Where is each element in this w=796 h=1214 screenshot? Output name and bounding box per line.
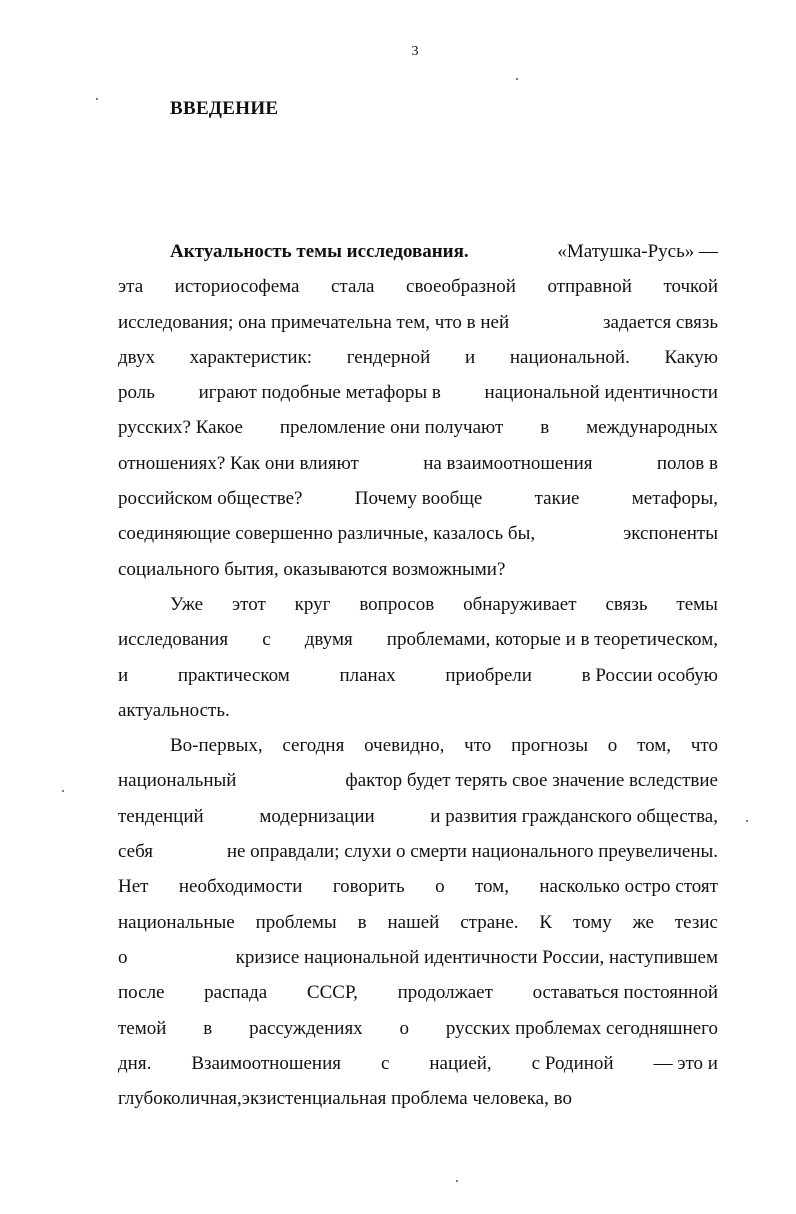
text-segment: экзистенциальная проблема человека, во: [241, 1088, 572, 1110]
text-segment: том,: [637, 735, 672, 757]
text-line: [118, 516, 718, 551]
text-segment: с: [262, 629, 271, 651]
text-segment: эта: [118, 276, 144, 298]
text-line: [118, 481, 718, 516]
text-segment: том,: [474, 876, 509, 898]
scan-speck: [516, 78, 518, 80]
text-segment: актуальность.: [118, 699, 230, 721]
text-segment: Взаимоотношения: [191, 1052, 341, 1074]
text-segment: связь: [605, 593, 648, 615]
text-segment: о: [118, 946, 128, 968]
text-segment: К: [539, 911, 553, 933]
text-segment: социального бытия, оказываются возможными?: [118, 558, 506, 580]
text-segment: национальные: [118, 911, 235, 933]
text-segment: задается связь: [603, 311, 718, 333]
text-segment: о: [607, 735, 618, 757]
scan-speck: [96, 98, 98, 100]
text-segment: такие: [534, 488, 580, 510]
text-segment: нацией,: [429, 1052, 492, 1074]
text-segment: насколько остро стоят: [539, 876, 718, 898]
text-segment: распада: [204, 982, 268, 1004]
page-number: 3: [411, 44, 419, 59]
text-line: [118, 728, 718, 763]
text-segment: о: [399, 1017, 410, 1039]
text-line: [118, 693, 718, 728]
text-line: [118, 375, 718, 410]
text-segment: соединяющие совершенно различные, казалось бы,: [118, 523, 536, 545]
paragraph: [118, 728, 718, 1116]
text-segment: тенденций: [118, 805, 204, 827]
text-segment: Почему вообще: [354, 488, 483, 510]
text-segment: в: [203, 1017, 213, 1039]
text-segment: дня.: [118, 1052, 152, 1074]
text-segment: в: [357, 911, 367, 933]
text-line: [118, 234, 718, 269]
text-segment: национальной идентичности: [484, 382, 718, 404]
text-segment: планах: [339, 664, 396, 686]
text-segment: гендерной: [346, 346, 431, 368]
text-line: [118, 905, 718, 940]
text-segment: рассуждениях: [249, 1017, 363, 1039]
text-segment: национальный: [118, 770, 237, 792]
text-segment: — это и: [653, 1052, 718, 1074]
text-segment: играют подобные метафоры в: [198, 382, 441, 404]
text-segment: характеристик:: [189, 346, 313, 368]
section-heading: ВВЕДЕНИЕ: [170, 98, 279, 119]
text-segment: СССР,: [306, 982, 358, 1004]
text-segment: этот: [231, 593, 266, 615]
text-segment: в: [540, 417, 550, 439]
text-segment: Нет: [118, 876, 149, 898]
text-segment: очевидно,: [364, 735, 445, 757]
text-segment: точкой: [663, 276, 718, 298]
text-segment: русских? Какое: [118, 417, 243, 439]
text-segment: историософема: [174, 276, 300, 298]
text-line: [118, 763, 718, 798]
text-line: [118, 305, 718, 340]
paragraph: [118, 234, 718, 587]
text-segment: необходимости: [178, 876, 303, 898]
text-segment: национальной.: [509, 346, 630, 368]
text-segment: прогнозы: [511, 735, 588, 757]
text-line: [118, 869, 718, 904]
text-line: [118, 410, 718, 445]
text-segment: практическом: [177, 664, 290, 686]
scan-speck: [746, 820, 748, 822]
text-segment: себя: [118, 841, 154, 863]
text-line: [118, 1081, 718, 1116]
text-segment: «Матушка-Русь» —: [557, 241, 718, 262]
text-segment: нашей: [387, 911, 440, 933]
text-segment: проблемы: [255, 911, 337, 933]
text-segment: с: [380, 1052, 390, 1074]
text-segment: преломление они получают: [279, 417, 504, 439]
text-segment: Во-первых,: [170, 735, 263, 757]
text-segment: и: [465, 346, 476, 368]
text-segment: Какую: [664, 346, 718, 368]
text-line: [118, 622, 718, 657]
text-segment: модернизации: [259, 805, 375, 827]
text-segment: же: [632, 911, 654, 933]
text-line: [118, 1011, 718, 1046]
text-segment: международных: [586, 417, 718, 439]
text-segment: тезис: [674, 911, 718, 933]
text-segment: российском обществе?: [118, 488, 303, 510]
text-segment: проблемами, которые и в теоретическом,: [386, 629, 718, 651]
text-segment: роль: [118, 382, 155, 404]
text-line: [118, 587, 718, 622]
scan-speck: [456, 1180, 458, 1182]
text-segment: и развития гражданского общества,: [430, 805, 718, 827]
text-line: [118, 975, 718, 1010]
topic-relevance-heading: Актуальность темы исследования.: [170, 241, 469, 262]
text-segment: после: [118, 982, 165, 1004]
text-segment: оставаться постоянной: [532, 982, 718, 1004]
text-segment: приобрели: [445, 664, 532, 686]
text-segment: исследования; она примечательна тем, что в ней: [118, 311, 510, 333]
text-segment: экспоненты: [623, 523, 718, 545]
text-segment: фактор будет терять свое значение вследствие: [345, 770, 718, 792]
text-line: [118, 940, 718, 975]
text-segment: личная,: [180, 1088, 242, 1110]
text-segment: глубоко: [118, 1088, 181, 1110]
text-segment: двумя: [304, 629, 353, 651]
text-segment: с Родиной: [531, 1052, 614, 1074]
scan-speck: [62, 790, 64, 792]
text-segment: и: [118, 664, 129, 686]
text-segment: стране.: [460, 911, 519, 933]
text-segment: отправной: [547, 276, 632, 298]
text-segment: продолжает: [397, 982, 493, 1004]
text-segment: темы: [676, 593, 718, 615]
text-segment: что: [690, 735, 718, 757]
text-segment: не оправдали; слухи о смерти национального преувеличены.: [226, 841, 718, 863]
text-segment: кризисе национальной идентичности России, наступившем: [235, 946, 718, 968]
text-segment: полов в: [656, 452, 718, 474]
text-segment: Уже: [170, 593, 204, 615]
text-line: [118, 834, 718, 869]
text-line: [118, 552, 718, 587]
text-line: [118, 799, 718, 834]
text-segment: вопросов: [359, 593, 435, 615]
text-segment: двух: [118, 346, 155, 368]
text-segment: на взаимоотношения: [423, 452, 593, 474]
text-line: [118, 269, 718, 304]
text-segment: о: [435, 876, 445, 898]
paragraph: [118, 587, 718, 728]
text-line: [118, 446, 718, 481]
text-line: [118, 658, 718, 693]
text-segment: стала: [331, 276, 375, 298]
text-segment: что: [464, 735, 492, 757]
text-segment: темой: [118, 1017, 167, 1039]
text-segment: исследования: [118, 629, 229, 651]
text-segment: своеобразной: [406, 276, 516, 298]
body-text: [118, 234, 718, 1116]
text-segment: русских проблемах сегодняшнего: [445, 1017, 718, 1039]
text-segment: обнаруживает: [463, 593, 577, 615]
text-segment: круг: [294, 593, 331, 615]
text-segment: метафоры,: [631, 488, 718, 510]
text-line: [118, 340, 718, 375]
text-segment: в России особую: [581, 664, 718, 686]
text-segment: тому: [573, 911, 612, 933]
text-segment: говорить: [332, 876, 405, 898]
text-segment: сегодня: [282, 735, 345, 757]
text-segment: отношениях? Как они влияют: [118, 452, 359, 474]
text-line: [118, 1046, 718, 1081]
